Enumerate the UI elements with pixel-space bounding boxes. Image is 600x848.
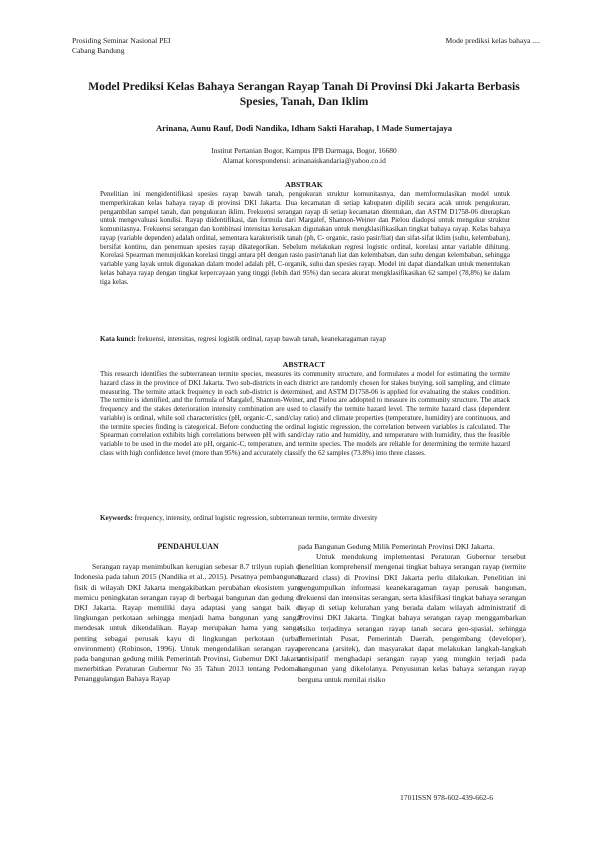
abstrak-keywords-label: Kata kunci: — [100, 335, 136, 343]
pendahuluan-continuation: pada Bangunan Gedung Milik Pemerintah Provinsi DKI Jakarta. — [298, 542, 495, 551]
abstrak-keywords — [100, 335, 510, 344]
pendahuluan-paragraph-2: Untuk mendukung implementasi Peraturan Gubernur tersebut penelitian komprehensif mengenai tingkat bahaya serangan rayap (termite hazard class) di Provinsi DKI Jakarta perlu dilakukan. Penelitian ini mengumpulkan informasi keanekaragaman rayap perusak bangunan, frekuensi dan intensitas serangan, serta klasifikasi tingkat bahaya serangan rayap di setiap kelurahan yang berada dalam wilayah administratif di Provinsi DKI Jakarta. Tingkat bahaya serangan rayap menggambarkan risiko terjadinya serangan rayap tanah secara geo-spasial, sehingga Pemerintah Pusat, Pemerintah Daerah, pengembang (developer), perencana (arsitek), dan masyarakat dapat melakukan langkah-langkah antisipatif menghadapi serangan rayap yang mungkin terjadi pada bangunan yang dikelolanya. Penyusunan kelas bahaya serangan rayap berguna untuk menilai risiko — [298, 552, 526, 684]
abstrak-keywords-list: frekuensi, intensitas, regresi logistik ordinal, rayap bawah tanah, keanekaragaman rayap — [135, 335, 386, 343]
pendahuluan-paragraph-1: Serangan rayap menimbulkan kerugian sebesar 8.7 trilyun rupiah di Indonesia pada tahun 2015 (Nandika et al., 2015). Pesatnya pembangunan fisik di wilayah DKI Jakarta mengakibatkan perubahan ekosistem yang memicu peningkatan serangan rayap di berbagai bangunan dan gedung di DKI Jakarta. Rayap memiliki daya adaptasi yang sangat baik di lingkungan perkotaan sehingga menjadi hama bangunan yang sangat mendesak untuk dikendalikan. Rayap merupakan hama yang sangat penting sebagai perusak kayu di lingkungan perkotaan (urban environment) (Robinson, 1996). Untuk mengendalikan serangan rayap pada bangunan gedung milik Pemerintah Provinsi, Gubernur DKI Jakarta menerbitkan Peraturan Gubernur No 35 Tahun 2013 tentang Pedoman Penanggulangan Bahaya Rayap — [74, 562, 302, 684]
running-header-left — [72, 36, 171, 56]
abstract-text: This research identifies the subterranean termite species, measures its community structure, and formulates a model for estimating the termite hazard class in the province of DKI Jakarta. Two sub-districts in each district are randomly chosen for stakes burying, soil sampling, and climate measuring. The termite attack frequency in each sub-district is determined, and ASTM D1758-06 is applied for evaluating the stakes condition. The termite is identified, and the formula of Margalef, Shannon-Weiner, and Pielou are addopted to measure its community structure. The attack frequency and the stakes deterioration intensity combination are used to classify the termite hazard level. The termite hazard class (dependent variable) is ordinal, while soil characteristics (pH, organic-C, sand/clay ratio) and climate properties (temperature, humidity) are continuous, and the termite species finding is categorical. Before conducting the ordinal logistic regression, the correlation between variables is calculated. The Spearman correlation exhibits high correlations between pH with sand/clay ratio and humidity, and temperature with humidity, thus the feasible variable to be used in the model are pH, organic-C, temperature, and termite species. The models are reliable for determining the termite hazard class with high confidence level (more than 95%) and accurately classify the 62 samples (73.8%) into three classes. — [100, 370, 510, 457]
right-column — [298, 542, 526, 685]
running-header-right: Mode prediksi kelas bahaya .... — [445, 36, 540, 45]
proceedings-name: Prosiding Seminar Nasional PEI — [72, 36, 171, 45]
pendahuluan-heading: PENDAHULUAN — [157, 542, 219, 551]
abstrak-text: Penelitian ini mengidentifikasi spesies rayap bawah tanah, pengukuran struktur komunitasnya, dan memformulasikan model untuk memperkirakan kelas bahaya rayap di provinsi DKI Jakarta. Dua kecamatan di setiap kabupaten dipilih secara acak untuk pengukuran, pengambilan sampel tanah, dan pengukuran iklim. Frekuensi serangan rayap di setiap kecamatan ditentukan, dan ASTM D1758-06 diterapkan untuk mengevaluasi kondisi. Rayap diidentifikasi, dan formula dari Margalef, Shannon-Weiner dan Pielou diadopsi untuk mengukur struktur komunitasnya. Frekuensi serangan dan kombinasi intensitas kerusakan digunakan untuk mengklasifikasikan tingkat bahaya rayap. Kelas bahaya rayap (variable dependen) adalah ordinal, sementara karakteristik tanah (ph, C- organic, rasio pasir/liat) dan sifat-sifat iklim (suhu, kelembaban), bersifat kontinu, dan penemuan spesies rayap dikategorikan. Sebelum melakukan regresi logistic ordinal, korelasi antar variable dihitung. Korelasi Spearman menunjukkan korelasi tinggi antara pH dengan rasio pasir/tanah liat dan kelembaban, dan suhu dengan kelembaban, sehingga variable yang layak untuk digunakan dalam model adalah pH, C-organik, suhu dan spesies rayap. Model ini dapat diandalkan untuk menentukan kelas bahaya rayap dengan tingkat kepercayaan yang tinggi (lebih dari 95%) dan secara akurat mengklasifikasikan 62 sampel (78,8%) ke dalam tiga kelas. — [100, 190, 510, 286]
abstract-heading: ABSTRACT — [282, 360, 326, 369]
correspondence: Alamat korespondensi: arinanaiskandaria@yahoo.co.id — [222, 155, 386, 165]
paper-title: Model Prediksi Kelas Bahaya Serangan Rayap Tanah Di Provinsi Dki Jakarta Berbasis Spesies, Tanah, Dan Iklim — [88, 80, 520, 108]
affiliation-block — [70, 146, 538, 165]
abstract-keywords — [100, 514, 510, 523]
affiliation: Institut Pertanian Bogor, Kampus IPB Darmaga, Bogor, 16680 — [211, 146, 397, 155]
abstract-keywords-label: Keywords: — [100, 514, 133, 522]
abstract-keywords-list: frequency, intensity, ordinal logistic regression, subterranean termite, termite diversity — [132, 514, 378, 522]
page-footer-isbn: 1701ISSN 978-602-439-662-6 — [400, 793, 494, 802]
left-column — [74, 542, 302, 685]
author-list: Arinana, Aunu Rauf, Dodi Nandika, Idham Sakti Harahap, I Made Sumertajaya — [155, 123, 453, 133]
branch-name: Cabang Bandung — [72, 46, 125, 55]
abstrak-heading: ABSTRAK — [285, 180, 323, 189]
